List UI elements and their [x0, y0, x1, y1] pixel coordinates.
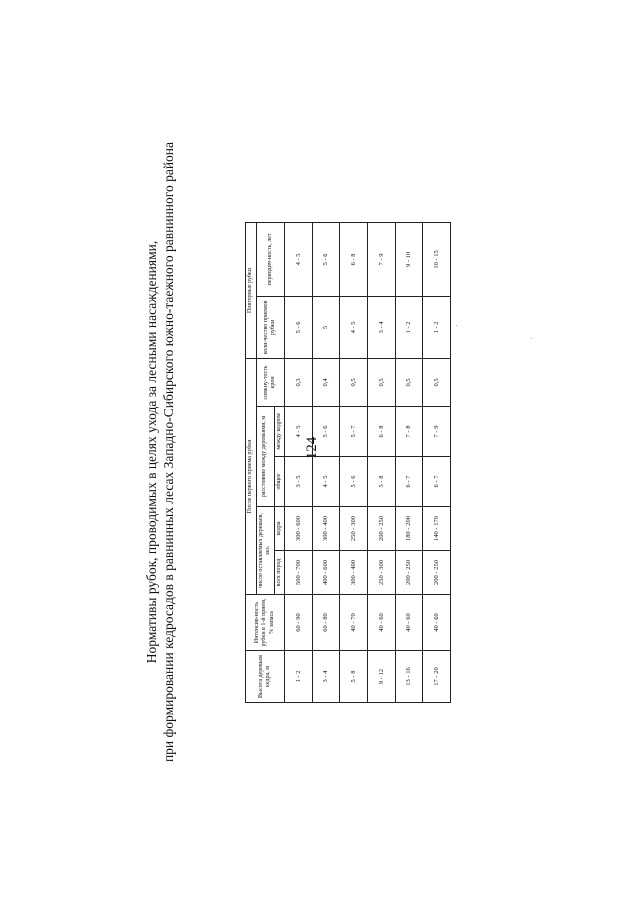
- scan-speck: [456, 325, 457, 326]
- header-periodicity: периодич-ность, лет: [256, 222, 285, 296]
- title-line-2: при формировании кедросадов в равнинных лесах Западно-Сибирского южно-таежного равнинного района: [161, 141, 176, 763]
- table-row: [340, 222, 368, 702]
- cell-intensity: 60 - 80: [312, 595, 340, 651]
- cell-all-species: 250 - 300: [367, 551, 395, 595]
- cell-cedar: 300 - 600: [285, 507, 313, 551]
- cell-between-cedar: 4 - 5: [285, 407, 313, 457]
- cell-general-distance: 4 - 5: [312, 457, 340, 507]
- table-row: [367, 222, 395, 702]
- cell-between-cedar: 5 - 6: [312, 407, 340, 457]
- cell-periodicity: 4 - 5: [285, 222, 313, 296]
- page-number: 124: [304, 436, 320, 460]
- cell-between-cedar: 7 - 9: [423, 407, 451, 457]
- header-repeat-cuts: Повторные рубки: [246, 222, 257, 358]
- header-between-cedar: между кедром: [274, 407, 285, 457]
- cell-crown-closure: 0,4: [312, 358, 340, 406]
- cell-num-cuts: 1 - 2: [423, 296, 451, 358]
- cell-between-cedar: 5 - 7: [340, 407, 368, 457]
- table-row: [395, 222, 423, 702]
- cell-all-species: 200 - 250: [395, 551, 423, 595]
- title-line-1: Нормативы рубок, проводимых в целях ухода за лесными насаждениями,: [144, 240, 159, 664]
- cell-periodicity: 5 - 6: [312, 222, 340, 296]
- cell-cedar: 300 - 400: [312, 507, 340, 551]
- cell-crown-closure: 0,3: [285, 358, 313, 406]
- cell-between-cedar: 6 - 8: [367, 407, 395, 457]
- cell-general-distance: 6 - 7: [423, 457, 451, 507]
- header-trees-left: число оставляемых деревьев, экз.: [256, 507, 274, 595]
- cell-all-species: 200 - 250: [423, 551, 451, 595]
- cell-general-distance: 5 - 8: [367, 457, 395, 507]
- cell-num-cuts: 3 - 4: [367, 296, 395, 358]
- cell-num-cuts: 5: [312, 296, 340, 358]
- cell-periodicity: 6 - 8: [340, 222, 368, 296]
- cell-crown-closure: 0,5: [367, 358, 395, 406]
- cell-height: 3 - 4: [312, 651, 340, 703]
- header-height: Высота деревьев кедра, м: [246, 651, 285, 703]
- cell-height: 1 - 2: [285, 651, 313, 703]
- cell-all-species: 400 - 600: [312, 551, 340, 595]
- cell-crown-closure: 0,5: [395, 358, 423, 406]
- cell-crown-closure: 0,5: [340, 358, 368, 406]
- document-title: [143, 102, 177, 802]
- cell-num-cuts: 1 - 2: [395, 296, 423, 358]
- cell-intensity: 40 - 60: [423, 595, 451, 651]
- header-crown-closure: сомкну-тость крон: [256, 358, 285, 406]
- cell-intensity: 60 - 90: [285, 595, 313, 651]
- cell-general-distance: 5 - 6: [340, 457, 368, 507]
- norms-table-container: [245, 223, 451, 703]
- cell-num-cuts: 4 - 5: [340, 296, 368, 358]
- table-row: [285, 222, 313, 702]
- header-distance: расстояние между деревьями, м: [256, 407, 274, 507]
- cell-intensity: 40 - 60: [367, 595, 395, 651]
- cell-intensity: 40 - 60: [395, 595, 423, 651]
- header-intensity: Интенсив-ность рубки в 1-й прием, % запаса: [246, 595, 285, 651]
- table-row: [423, 222, 451, 702]
- cell-height: 5 - 8: [340, 651, 368, 703]
- cell-between-cedar: 7 - 8: [395, 407, 423, 457]
- cell-height: 9 - 12: [367, 651, 395, 703]
- header-num-cuts: коли-чество приемов рубки: [256, 296, 285, 358]
- cell-cedar: 180 - 200: [395, 507, 423, 551]
- norms-table: [245, 222, 451, 703]
- header-first-cut: После первого приема рубки: [246, 358, 257, 594]
- cell-periodicity: 10 - 15: [423, 222, 451, 296]
- header-all-species: всех пород: [274, 551, 285, 595]
- scan-speck: [531, 338, 532, 339]
- cell-num-cuts: 5 - 6: [285, 296, 313, 358]
- cell-all-species: 500 - 700: [285, 551, 313, 595]
- header-cedar: кедра: [274, 507, 285, 551]
- cell-cedar: 250 - 300: [340, 507, 368, 551]
- cell-general-distance: 6 - 7: [395, 457, 423, 507]
- cell-intensity: 40 - 70: [340, 595, 368, 651]
- cell-cedar: 140 - 170: [423, 507, 451, 551]
- cell-height: 17 - 20: [423, 651, 451, 703]
- cell-height: 13 - 16: [395, 651, 423, 703]
- cell-periodicity: 7 - 9: [367, 222, 395, 296]
- cell-all-species: 300 - 400: [340, 551, 368, 595]
- cell-general-distance: 3 - 5: [285, 457, 313, 507]
- table-row: [312, 222, 340, 702]
- cell-periodicity: 9 - 10: [395, 222, 423, 296]
- cell-cedar: 200 - 250: [367, 507, 395, 551]
- cell-crown-closure: 0,5: [423, 358, 451, 406]
- header-general-distance: общее: [274, 457, 285, 507]
